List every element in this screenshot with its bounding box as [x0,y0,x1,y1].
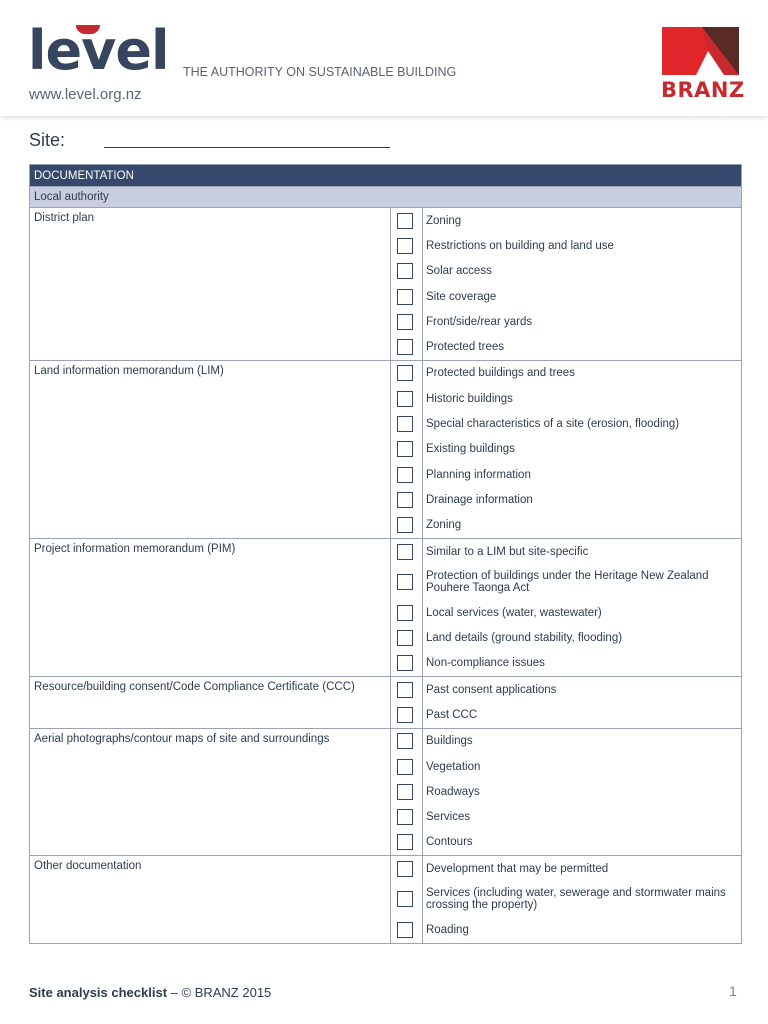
checklist-item: Roading [426,924,469,937]
checklist-group [30,677,742,729]
footer-title [29,985,271,1000]
checklist-group [30,360,742,538]
checkbox[interactable] [397,922,413,938]
checklist-item: Drainage information [426,493,533,506]
checklist-item: Past CCC [426,708,478,721]
checklist-item: Vegetation [426,760,481,773]
checkbox[interactable] [397,289,413,305]
checkbox[interactable] [397,655,413,671]
checkbox[interactable] [397,391,413,407]
checkbox[interactable] [397,682,413,698]
checklist-item: Similar to a LIM but site-specific [426,545,589,558]
checklist-group [30,728,742,855]
checkbox[interactable] [397,784,413,800]
item-column [423,856,742,944]
checklist-item: Roadways [426,785,480,798]
checkbox[interactable] [397,759,413,775]
checkbox[interactable] [397,492,413,508]
checklist-item: Local services (water, wastewater) [426,606,602,619]
checkbox[interactable] [397,809,413,825]
site-label: Site: [29,130,66,150]
checklist-item: Front/side/rear yards [426,315,533,328]
item-column [423,677,742,729]
checklist-item: Zoning [426,214,462,227]
checkbox[interactable] [397,861,413,877]
item-column [423,360,742,538]
checklist-item: Planning information [426,468,531,481]
checklist-item: Non-compliance issues [426,657,545,670]
checkbox[interactable] [397,544,413,560]
checkbox-column [391,360,423,538]
checklist-item: Past consent applications [426,683,557,696]
page-header [0,0,768,116]
checkbox[interactable] [397,630,413,646]
checklist-item: Historic buildings [426,392,513,405]
section-title: DOCUMENTATION [30,165,742,187]
checkbox[interactable] [397,517,413,533]
checklist-item: Special characteristics of a site (erosion, flooding) [426,418,680,431]
checkbox[interactable] [397,416,413,432]
checklist-item: Contours [426,836,473,849]
level-logo: level [28,19,169,82]
checklist-item: Site coverage [426,290,497,303]
checkbox-column [391,677,423,729]
tagline: THE AUTHORITY ON SUSTAINABLE BUILDING [183,65,457,79]
checklist-item: Buildings [426,735,473,748]
category-label: Resource/building consent/Code Compliance Certificate (CCC) [30,677,391,729]
checklist-item: Development that may be permitted [426,862,609,875]
level-url[interactable]: www.level.org.nz [29,86,142,103]
checkbox[interactable] [397,441,413,457]
checklist-item: Land details (ground stability, flooding) [426,632,623,645]
checkbox[interactable] [397,213,413,229]
branz-wordmark: BRANZ [661,78,745,102]
checkbox[interactable] [397,891,413,907]
footer-copyright: – © BRANZ 2015 [170,985,272,1000]
checkbox[interactable] [397,707,413,723]
checkbox[interactable] [397,574,413,590]
item-column [423,208,742,361]
checkbox-column [391,728,423,855]
checklist-item: Protection of buildings under the Heritage New Zealand Pouhere Taonga Act [426,570,709,595]
checkbox-column [391,538,423,676]
checklist-item: Protected trees [426,341,504,354]
category-label: District plan [30,208,391,361]
branz-logo-icon [662,27,739,75]
checkbox[interactable] [397,365,413,381]
checkbox[interactable] [397,339,413,355]
checklist-item: Zoning [426,519,462,532]
checkbox[interactable] [397,733,413,749]
subsection-title: Local authority [30,187,742,208]
checklist-item: Protected buildings and trees [426,367,575,380]
checkbox[interactable] [397,314,413,330]
documentation-checklist [29,164,742,944]
checklist-item: Services [426,811,471,824]
checklist-item: Services (including water, sewerage and stormwater mains crossing the property) [426,887,726,912]
checklist-item: Existing buildings [426,443,515,456]
checklist-group [30,856,742,944]
checklist-group [30,208,742,361]
checkbox[interactable] [397,467,413,483]
item-column [423,728,742,855]
footer-doc-title: Site analysis checklist [29,985,168,1000]
page-number: 1 [729,983,737,999]
checkbox-column [391,856,423,944]
checklist-item: Restrictions on building and land use [426,239,614,252]
category-label: Land information memorandum (LIM) [30,360,391,538]
checklist-group [30,538,742,676]
checklist-item: Solar access [426,265,492,278]
category-label: Other documentation [30,856,391,944]
checkbox[interactable] [397,605,413,621]
item-column [423,538,742,676]
checkbox[interactable] [397,263,413,279]
checkbox-column [391,208,423,361]
site-input-line[interactable] [104,147,390,148]
checkbox[interactable] [397,238,413,254]
category-label: Aerial photographs/contour maps of site and surroundings [30,728,391,855]
category-label: Project information memorandum (PIM) [30,538,391,676]
checkbox[interactable] [397,834,413,850]
